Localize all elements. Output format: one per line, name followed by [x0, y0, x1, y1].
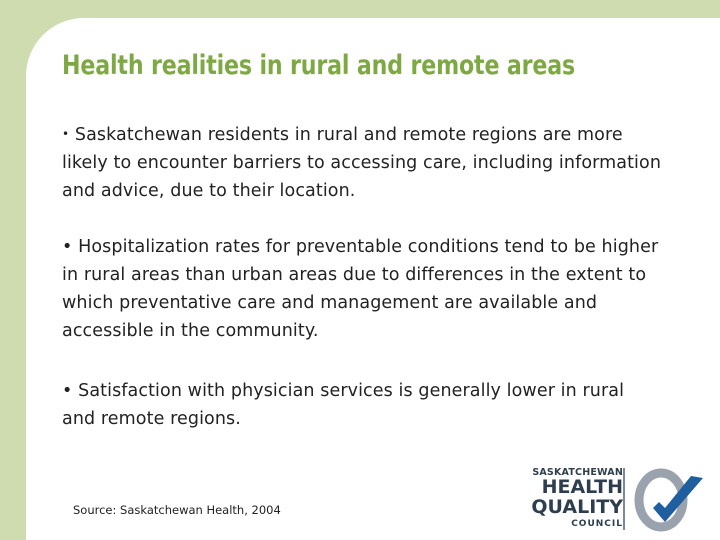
logo-line-saskatchewan: SASKATCHEWAN: [532, 467, 623, 478]
bullet-text: Hospitalization rates for preventable conditions tend to be higher in rural areas than urban areas due to differences in the extent to which preventative care and management are available and accessible in the community.: [62, 237, 659, 341]
logo-divider: [623, 468, 625, 530]
logo-line-quality: QUALITY: [531, 496, 623, 518]
source-citation: Source: Saskatchewan Health, 2004: [73, 503, 281, 517]
bullet-text: Saskatchewan residents in rural and remote regions are more likely to encounter barriers to accessing care, including information and advice, due to their location.: [62, 125, 662, 201]
slide-title: Health realities in rural and remote areas: [62, 50, 576, 81]
bullet-hospitalization: [62, 233, 662, 345]
bullet-marker: •: [62, 127, 70, 141]
q-checkmark-icon: [629, 464, 711, 536]
bullet-barriers: [62, 120, 662, 205]
hqc-logo: [525, 464, 715, 534]
bullet-marker: •: [62, 237, 73, 257]
logo-line-council: COUNCIL: [571, 519, 623, 529]
bullet-satisfaction: [62, 377, 662, 433]
bullet-marker: •: [62, 381, 73, 401]
logo-line-health: HEALTH: [541, 476, 623, 498]
bullet-text: Satisfaction with physician services is generally lower in rural and remote regions.: [62, 381, 625, 429]
